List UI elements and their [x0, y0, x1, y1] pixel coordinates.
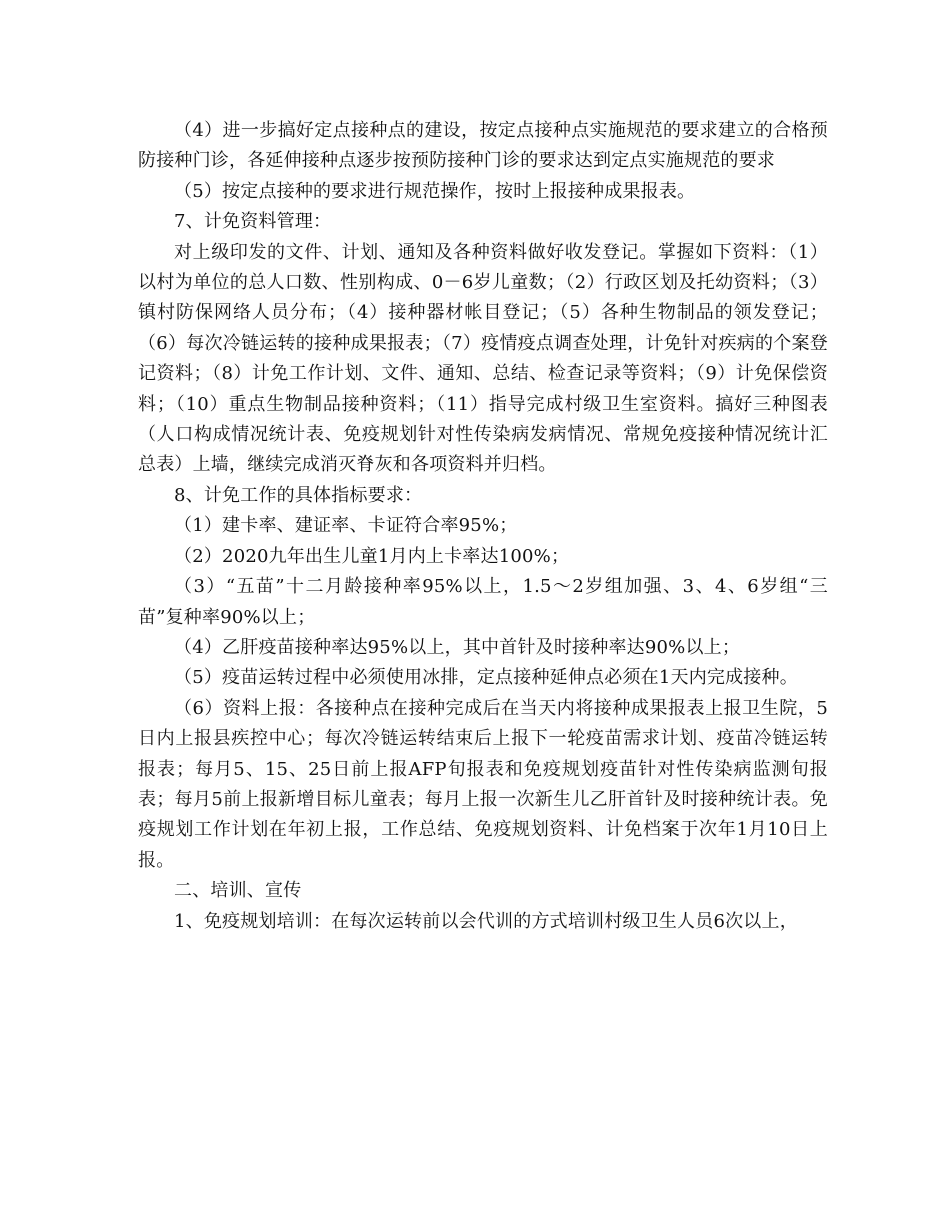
indicator-item-4: （4）乙肝疫苗接种率达95%以上，其中首针及时接种率达90%以上；: [174, 636, 741, 658]
paragraph-training-1: 1、免疫规划培训：在每次运转前以会代训的方式培训村级卫生人员6次以上，: [174, 910, 798, 932]
paragraph-item-5-standard-operation: （5）按定点接种的要求进行规范操作，按时上报接种成果报表。: [174, 180, 696, 202]
section-heading-training: 二、培训、宣传: [174, 880, 302, 902]
indicator-item-1: （1）建卡率、建证率、卡证符合率95%；: [174, 515, 518, 537]
indicator-item-5: （5）疫苗运转过程中必须使用冰排，定点接种延伸点必须在1天内完成接种。: [174, 667, 798, 689]
indicator-item-6: （6）资料上报：各接种点在接种完成后在当天内将接种成果报表上报卫生院，5日内上报县疾控中心；每次冷链运转结束后上报下一轮疫苗需求计划、疫苗冷链运转报表；每月5、15、25日前上报AFP旬报表和免疫规划疫苗针对性传染病监测旬报表；每月5前上报新增目标儿童表；每月上报一次新生儿乙肝首针及时接种统计表。免疫规划工作计划在年初上报，工作总结、免疫规划资料、计免档案于次年1月10日上报。: [138, 697, 828, 871]
section-heading-7-records: 7、计免资料管理：: [174, 211, 332, 233]
document-body: [138, 116, 828, 937]
indicator-item-2: （2）2020九年出生儿童1月内上卡率达100%；: [174, 545, 570, 567]
paragraph-records-list: 对上级印发的文件、计划、通知及各种资料做好收发登记。掌握如下资料：（1）以村为单位的总人口数、性别构成、0－6岁儿童数；（2）行政区划及托幼资料；（3）镇村防保网络人员分布；（4）接种器材帐目登记；（5）各种生物制品的领发登记；（6）每次冷链运转的接种成果报表；（7）疫情疫点调查处理，计免针对疾病的个案登记资料；（8）计免工作计划、文件、通知、总结、检查记录等资料；（9）计免保偿资料；（10）重点生物制品接种资料；（11）指导完成村级卫生室资料。搞好三种图表（人口构成情况统计表、免疫规划针对性传染病发病情况、常规免疫接种情况统计汇总表）上墙，继续完成消灭脊灰和各项资料并归档。: [138, 241, 828, 476]
paragraph-item-4-fixed-site: （4）进一步搞好定点接种点的建设，按定点接种点实施规范的要求建立的合格预防接种门诊，各延伸接种点逐步按预防接种门诊的要求达到定点实施规范的要求: [138, 120, 828, 172]
indicator-item-3: （3）“五苗”十二月龄接种率95%以上，1.5～2岁组加强、3、4、6岁组“三苗”复种率90%以上；: [138, 576, 828, 628]
section-heading-8-indicators: 8、计免工作的具体指标要求：: [174, 484, 423, 506]
